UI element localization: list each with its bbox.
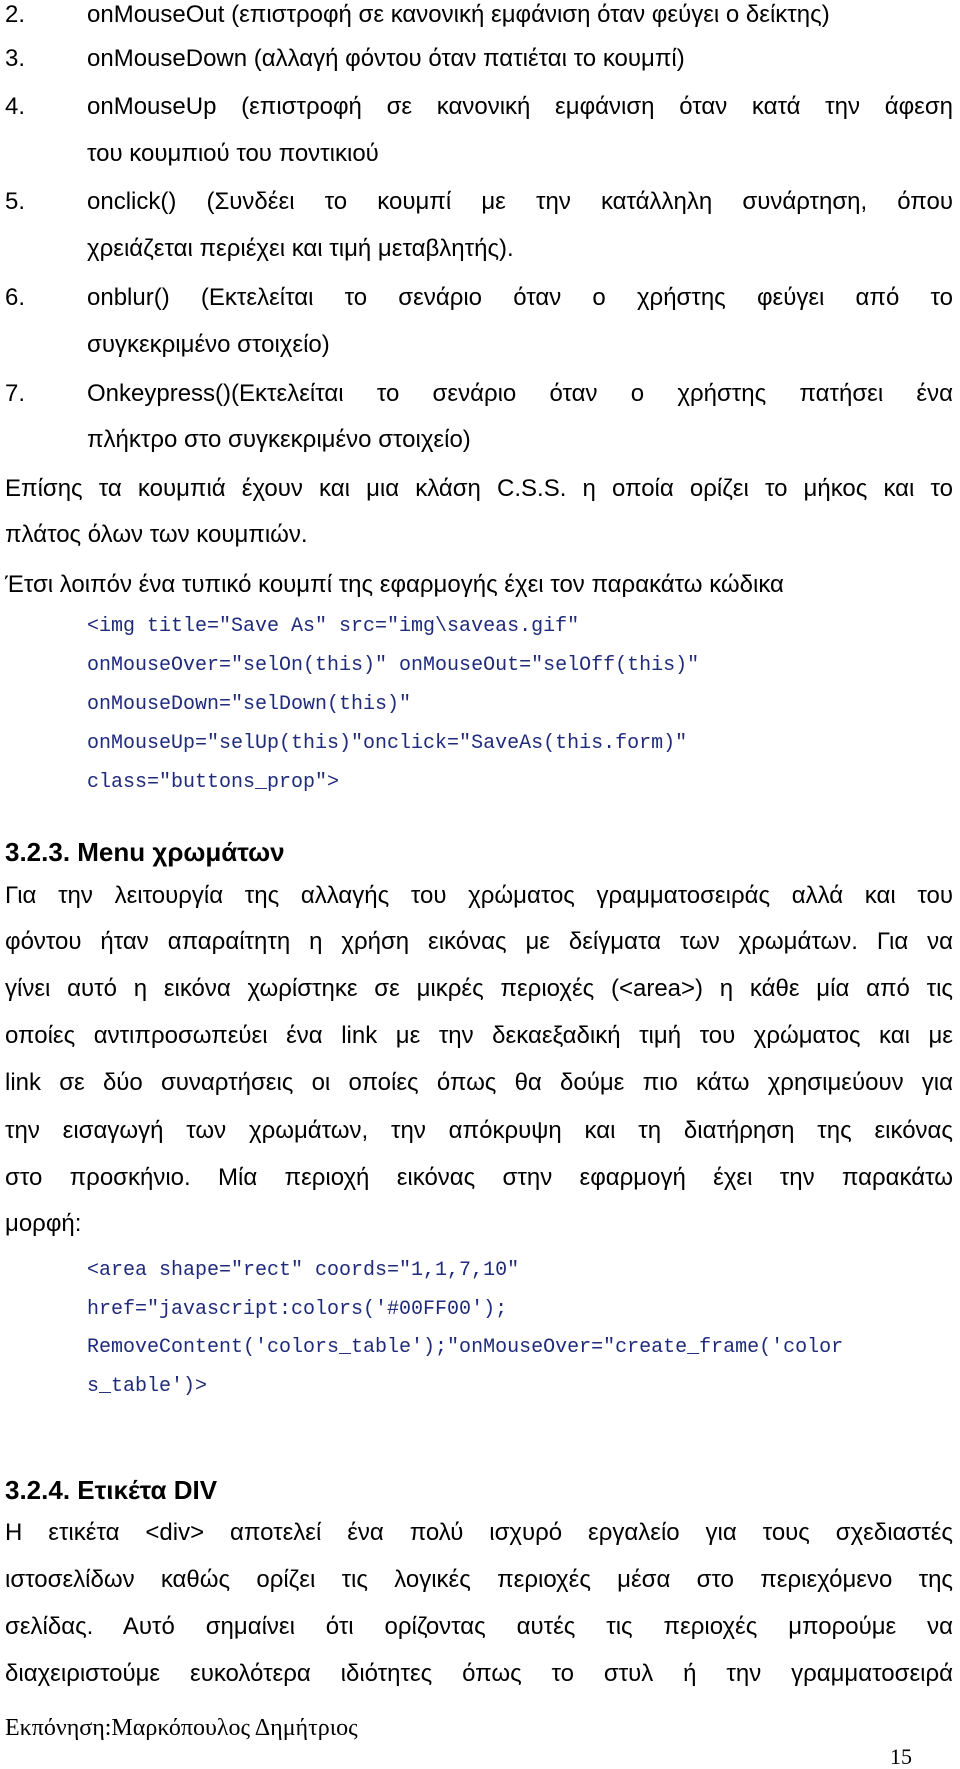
code-line: onMouseDown="selDown(this)" xyxy=(87,693,412,716)
list-number: 6. xyxy=(5,284,26,311)
paragraph-line: διαχειριστούμε ευκολότερα ιδιότητες όπως το στυλ ή την γραμματοσειρά xyxy=(5,1660,953,1687)
paragraph-line: μορφή: xyxy=(5,1210,82,1237)
list-text: onMouseUp (επιστροφή σε κανονική εμφάνιση όταν κατά την άφεση xyxy=(87,93,953,120)
code-line: onMouseUp="selUp(this)"onclick="SaveAs(this.form)" xyxy=(87,732,688,755)
section-heading-colors: 3.2.3. Menu χρωμάτων xyxy=(5,837,285,867)
code-line: <area shape="rect" coords="1,1,7,10" xyxy=(87,1259,520,1282)
paragraph-line: την εισαγωγή των χρωμάτων, την απόκρυψη και τη διατήρηση της εικόνας xyxy=(5,1117,953,1144)
code-line: s_table')> xyxy=(87,1375,208,1398)
paragraph-line: link σε δύο συναρτήσεις οι οποίες όπως θα δούμε πιο κάτω χρησιμεύουν για xyxy=(5,1069,953,1096)
paragraph-line: οποίες αντιπροσωπεύει ένα link με την δεκαεξαδική τιμή του χρώματος και με xyxy=(5,1022,953,1049)
paragraph-line: γίνει αυτό η εικόνα χωρίστηκε σε μικρές περιοχές (<area>) η κάθε μία από τις xyxy=(5,975,953,1002)
paragraph-line: φόντου ήταν απαραίτητη η χρήση εικόνας με δείγματα των χρωμάτων. Για να xyxy=(5,928,953,955)
code-line: href="javascript:colors('#00FF00'); xyxy=(87,1298,508,1321)
list-text: onMouseDown (αλλαγή φόντου όταν πατιέται το κουμπί) xyxy=(87,45,685,72)
code-line: onMouseOver="selOn(this)" onMouseOut="selOff(this)" xyxy=(87,654,700,677)
list-text: πλήκτρο στο συγκεκριμένο στοιχείο) xyxy=(87,426,471,453)
list-text: Onkeypress()(Εκτελείται το σενάριο όταν ο χρήστης πατήσει ένα xyxy=(87,380,953,407)
list-number: 5. xyxy=(5,188,26,215)
paragraph-line: Επίσης τα κουμπιά έχουν και μια κλάση C.S.S. η οποία ορίζει το μήκος και το xyxy=(5,475,953,502)
paragraph-line: ιστοσελίδων καθώς ορίζει τις λογικές περιοχές μέσα στο περιεχόμενο της xyxy=(5,1566,953,1593)
paragraph-line: Για την λειτουργία της αλλαγής του χρώματος γραμματοσειράς αλλά και του xyxy=(5,882,953,909)
code-line: RemoveContent('colors_table');"onMouseOver="create_frame('color xyxy=(87,1336,844,1359)
paragraph-line: στο προσκήνιο. Μία περιοχή εικόνας στην εφαρμογή έχει την παρακάτω xyxy=(5,1164,953,1191)
list-number: 4. xyxy=(5,93,26,120)
list-text: onblur() (Εκτελείται το σενάριο όταν ο χρήστης φεύγει από το xyxy=(87,284,953,311)
code-line: class="buttons_prop"> xyxy=(87,771,340,794)
list-number: 7. xyxy=(5,380,26,407)
paragraph-line: πλάτος όλων των κουμπιών. xyxy=(5,521,308,548)
list-text: του κουμπιού του ποντικιού xyxy=(87,140,379,167)
page-number: 15 xyxy=(890,1744,912,1769)
footer-author: Εκπόνηση:Μαρκόπουλος Δημήτριος xyxy=(5,1715,358,1741)
code-line: <img title="Save As" src="img\saveas.gif" xyxy=(87,615,580,638)
paragraph-line: Η ετικέτα <div> αποτελεί ένα πολύ ισχυρό εργαλείο για τους σχεδιαστές xyxy=(5,1519,953,1546)
list-number: 2. xyxy=(5,1,26,28)
section-heading-div: 3.2.4. Ετικέτα DIV xyxy=(5,1475,218,1505)
list-number: 3. xyxy=(5,45,26,72)
list-text: onMouseOut (επιστροφή σε κανονική εμφάνιση όταν φεύγει ο δείκτης) xyxy=(87,1,830,28)
list-text: συγκεκριμένο στοιχείο) xyxy=(87,331,330,358)
typical-button-intro: Έτσι λοιπόν ένα τυπικό κουμπί της εφαρμογής έχει τον παρακάτω κώδικα xyxy=(5,571,784,598)
list-text: onclick() (Συνδέει το κουμπί με την κατάλληλη συνάρτηση, όπου xyxy=(87,188,953,215)
paragraph-line: σελίδας. Αυτό σημαίνει ότι ορίζοντας αυτές τις περιοχές μπορούμε να xyxy=(5,1613,953,1640)
list-text: χρειάζεται περιέχει και τιμή μεταβλητής). xyxy=(87,235,514,262)
